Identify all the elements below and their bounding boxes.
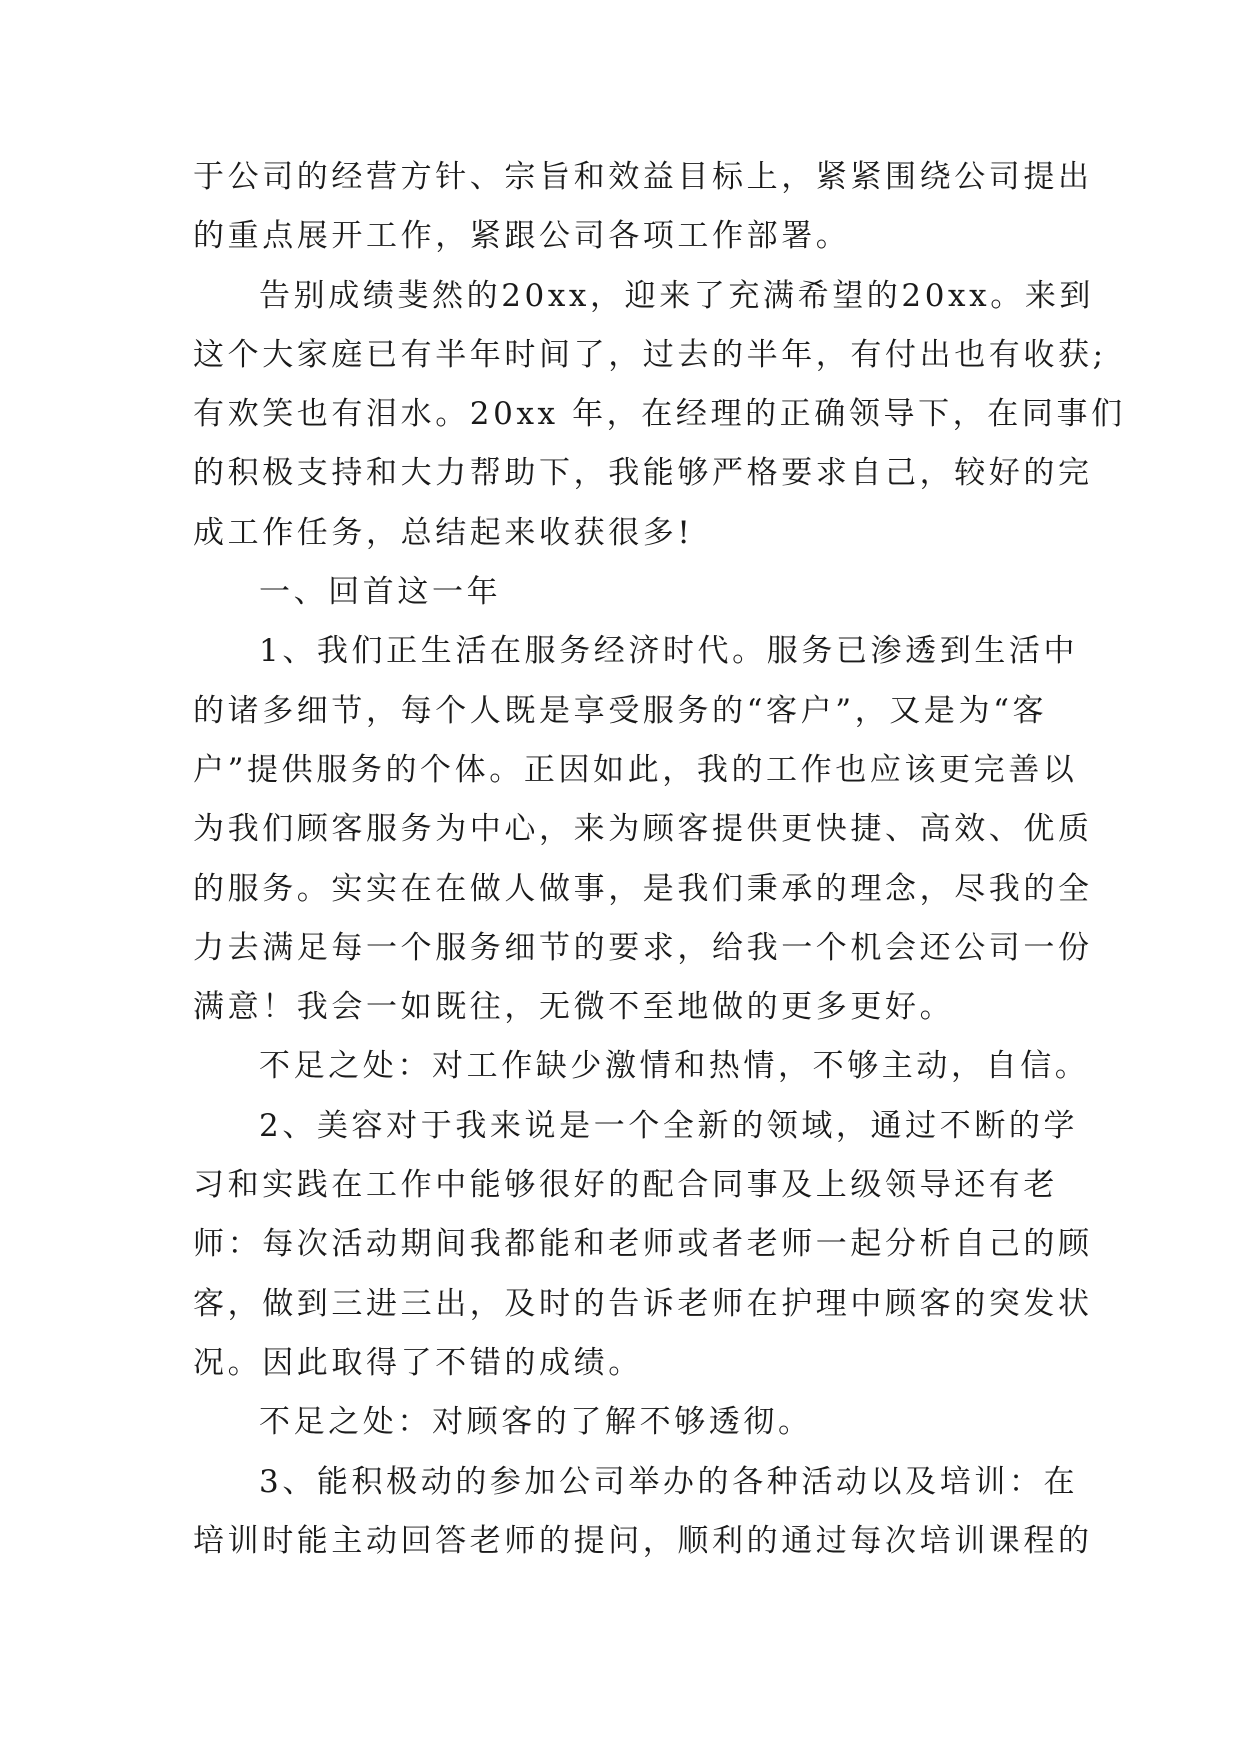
text-line: 不足之处：对顾客的了解不够透彻。 bbox=[259, 1404, 813, 1441]
text-line: 的积极支持和大力帮助下，我能够严格要求自己，较好的完 bbox=[193, 455, 1093, 492]
text-line: 3、能积极动的参加公司举办的各种活动以及培训：在 bbox=[259, 1463, 1079, 1500]
text-line: 师：每次活动期间我都能和老师或者老师一起分析自己的顾 bbox=[193, 1226, 1093, 1263]
text-line: 的重点展开工作，紧跟公司各项工作部署。 bbox=[193, 218, 851, 255]
text-line: 告别成绩斐然的20xx，迎来了充满希望的20xx。来到 bbox=[259, 277, 1095, 314]
text-line: 满意！我会一如既往，无微不至地做的更多更好。 bbox=[193, 989, 955, 1026]
text-line: 于公司的经营方针、宗旨和效益目标上，紧紧围绕公司提出 bbox=[193, 159, 1093, 195]
text-line: 习和实践在工作中能够很好的配合同事及上级领导还有老 bbox=[193, 1167, 1058, 1204]
text-line: 成工作任务，总结起来收获很多! bbox=[193, 514, 694, 551]
text-line: 力去满足每一个服务细节的要求，给我一个机会还公司一份 bbox=[193, 929, 1093, 966]
text-line: 为我们顾客服务为中心，来为顾客提供更快捷、高效、优质 bbox=[193, 811, 1093, 848]
text-line: 有欢笑也有泪水。20xx 年，在经理的正确领导下，在同事们 bbox=[193, 396, 1126, 433]
text-line: 这个大家庭已有半年时间了，过去的半年，有付出也有收获; bbox=[193, 336, 1107, 373]
text-line: 2、美容对于我来说是一个全新的领域，通过不断的学 bbox=[259, 1107, 1079, 1144]
text-line: 的诸多细节，每个人既是享受服务的“客户”，又是为“客 bbox=[193, 692, 1048, 729]
text-line: 不足之处：对工作缺少激情和热情，不够主动，自信。 bbox=[259, 1048, 1090, 1085]
text-line: 户”提供服务的个体。正因如此，我的工作也应该更完善以 bbox=[193, 751, 1078, 788]
section-heading: 一、回首这一年 bbox=[259, 574, 502, 611]
text-line: 1、我们正生活在服务经济时代。服务已渗透到生活中 bbox=[259, 633, 1079, 670]
text-line: 培训时能主动回答老师的提问，顺利的通过每次培训课程的 bbox=[193, 1522, 1093, 1559]
text-line: 况。因此取得了不错的成绩。 bbox=[193, 1344, 643, 1381]
body-text bbox=[193, 148, 1126, 1571]
text-line: 客，做到三进三出，及时的告诉老师在护理中顾客的突发状 bbox=[193, 1285, 1093, 1322]
text-line: 的服务。实实在在做人做事，是我们秉承的理念，尽我的全 bbox=[193, 870, 1093, 907]
